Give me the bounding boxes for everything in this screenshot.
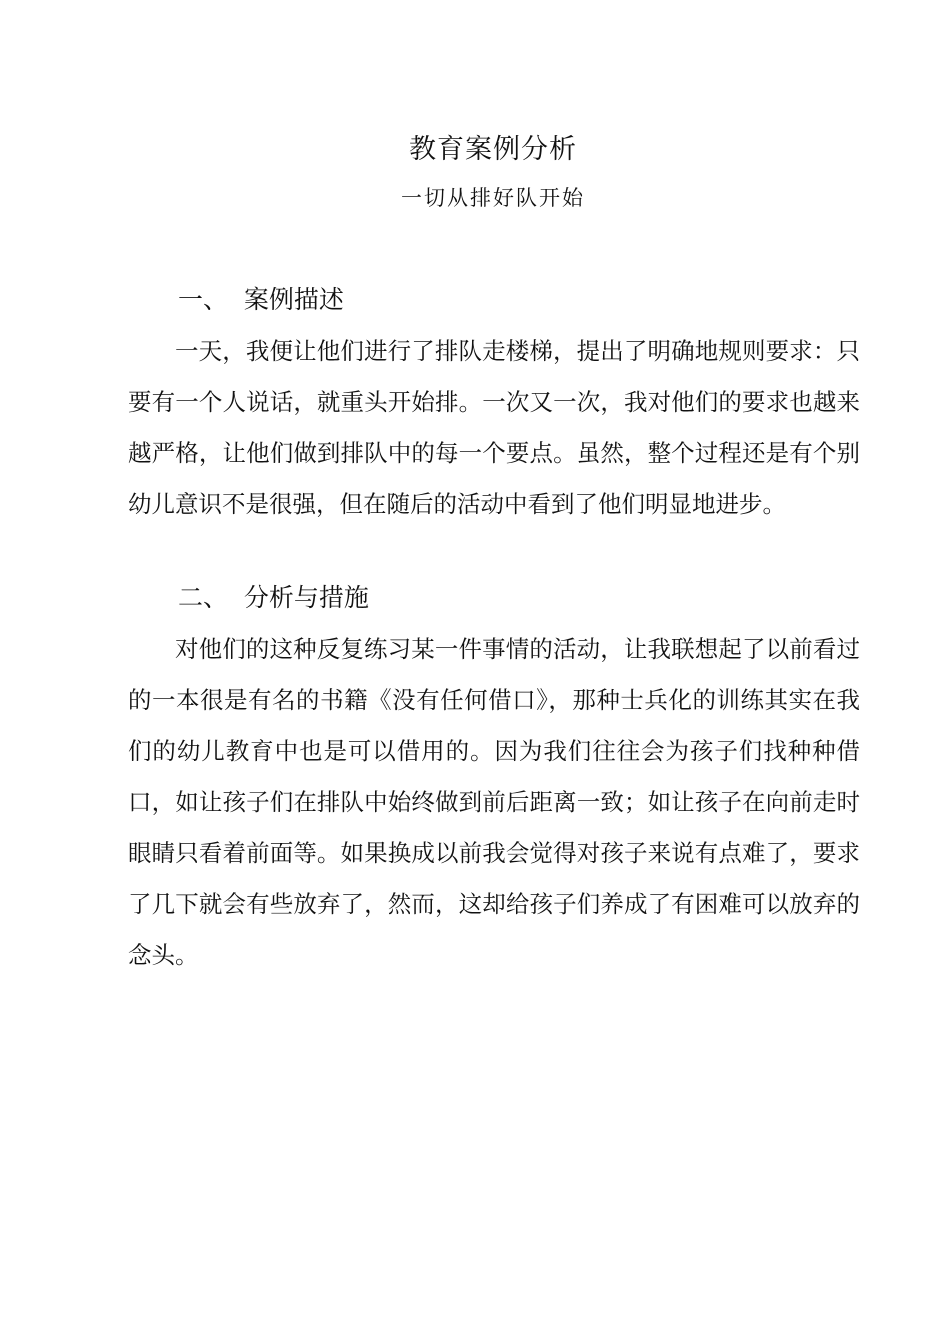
section-heading-case-description: 一、 案例描述 (178, 285, 344, 314)
document-title: 教育案例分析 (409, 134, 577, 165)
section-paragraph-case-description: 一天，我便让他们进行了排队走楼梯，提出了明确地规则要求：只要有一个人说话，就重头开始排。一次又一次，我对他们的要求也越来越严格，让他们做到排队中的每一个要点。虽然，整个过程还是有个别幼儿意识不是很强，但在随后的活动中看到了他们明显地进步。 (128, 337, 860, 518)
section-heading-analysis-measures: 二、 分析与措施 (178, 583, 369, 612)
section-paragraph-analysis-measures: 对他们的这种反复练习某一件事情的活动，让我联想起了以前看过的一本很是有名的书籍《没有任何借口》，那种士兵化的训练其实在我们的幼儿教育中也是可以借用的。因为我们往往会为孩子们找种种借口，如让孩子们在排队中始终做到前后距离一致；如让孩子在向前走时眼睛只看着前面等。如果换成以前我会觉得对孩子来说有点难了，要求了几下就会有些放弃了，然而，这却给孩子们养成了有困难可以放弃的念头。 (128, 635, 860, 969)
document-subtitle: 一切从排好队开始 (401, 186, 585, 210)
